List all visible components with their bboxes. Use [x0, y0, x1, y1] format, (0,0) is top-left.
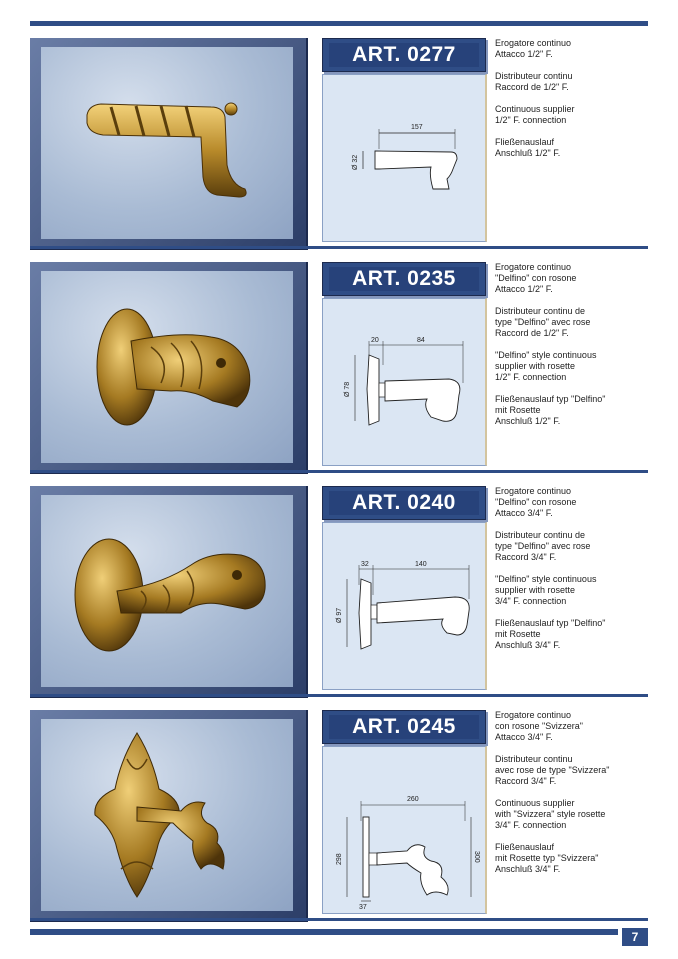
article-number-box — [322, 710, 486, 744]
product-description — [495, 486, 645, 662]
article-number: ART. 0277 — [329, 43, 479, 67]
description-fr: Distributeur continu de type "Delfino" avec rose Raccord de 1/2" F. — [495, 306, 591, 338]
product-description — [495, 710, 645, 886]
dimension-label: 300 — [473, 851, 480, 863]
description-de: Fließenauslauf typ "Delfino" mit Rosette Anschluß 1/2" F. — [495, 394, 606, 426]
description-it: Erogatore continuo Attacco 1/2" F. — [495, 38, 572, 59]
section-divider — [30, 470, 648, 473]
product-description — [495, 38, 645, 170]
description-en: "Delfino" style continuous supplier with rosette 1/2" F. connection — [495, 350, 597, 382]
technical-drawing-0240 — [322, 522, 487, 690]
product-photo-spout-0277 — [41, 47, 293, 239]
description-fr: Distributeur continu Raccord de 1/2" F. — [495, 71, 573, 92]
dimension-label: 84 — [417, 337, 425, 344]
dimension-label: Ø 32 — [352, 154, 359, 170]
description-it: Erogatore continuo "Delfino" con rosone Attacco 1/2" F. — [495, 262, 577, 294]
dimension-label: 140 — [415, 561, 427, 568]
description-it: Erogatore continuo con rosone "Svizzera" Attacco 3/4" F. — [495, 710, 583, 742]
product-photo-dolphin-0240 — [41, 495, 293, 687]
technical-drawing-0245 — [322, 746, 487, 914]
product-description — [495, 262, 645, 438]
dimension-label: 260 — [407, 796, 419, 803]
section-divider — [30, 246, 648, 249]
bottom-rule — [30, 929, 618, 935]
product-photo-frame — [30, 262, 308, 474]
description-en: Continuous supplier with "Svizzera" style rosette 3/4" F. connection — [495, 798, 606, 830]
product-section-0277 — [30, 38, 648, 250]
article-number-box — [322, 486, 486, 520]
dimension-label: 32 — [361, 561, 369, 568]
dimension-label: Ø 97 — [336, 607, 343, 623]
article-number: ART. 0235 — [329, 267, 479, 291]
technical-drawing-0277 — [322, 74, 487, 242]
article-number-box — [322, 262, 486, 296]
section-divider — [30, 918, 648, 921]
dimension-label: 20 — [371, 337, 379, 344]
description-en: Continuous supplier 1/2" F. connection — [495, 104, 575, 125]
top-rule — [30, 21, 648, 26]
product-photo-frame — [30, 710, 308, 922]
description-de: Fließenauslauf mit Rosette typ "Svizzera" Anschluß 3/4" F. — [495, 842, 599, 874]
product-photo-dolphin-0235 — [41, 271, 293, 463]
dimension-label: 37 — [359, 904, 367, 911]
product-section-0240 — [30, 486, 648, 698]
product-photo-frame — [30, 486, 308, 698]
product-section-0245 — [30, 710, 648, 922]
section-divider — [30, 694, 648, 697]
description-de: Fließenauslauf Anschluß 1/2" F. — [495, 137, 561, 158]
page-number: 7 — [622, 928, 648, 946]
description-fr: Distributeur continu de type "Delfino" avec rose Raccord 3/4" F. — [495, 530, 591, 562]
product-photo-svizzera-0245 — [41, 719, 293, 911]
description-en: "Delfino" style continuous supplier with rosette 3/4" F. connection — [495, 574, 597, 606]
description-fr: Distributeur continu avec rose de type "Svizzera" Raccord 3/4" F. — [495, 754, 610, 786]
dimension-label: Ø 78 — [344, 381, 351, 397]
article-number-box — [322, 38, 486, 72]
product-section-0235 — [30, 262, 648, 474]
technical-drawing-0235 — [322, 298, 487, 466]
description-de: Fließenauslauf typ "Delfino" mit Rosette Anschluß 3/4" F. — [495, 618, 606, 650]
dimension-label: 157 — [411, 124, 423, 131]
dimension-label: 298 — [336, 853, 343, 865]
description-it: Erogatore continuo "Delfino" con rosone Attacco 3/4" F. — [495, 486, 577, 518]
article-number: ART. 0245 — [329, 715, 479, 739]
article-number: ART. 0240 — [329, 491, 479, 515]
product-photo-frame — [30, 38, 308, 250]
